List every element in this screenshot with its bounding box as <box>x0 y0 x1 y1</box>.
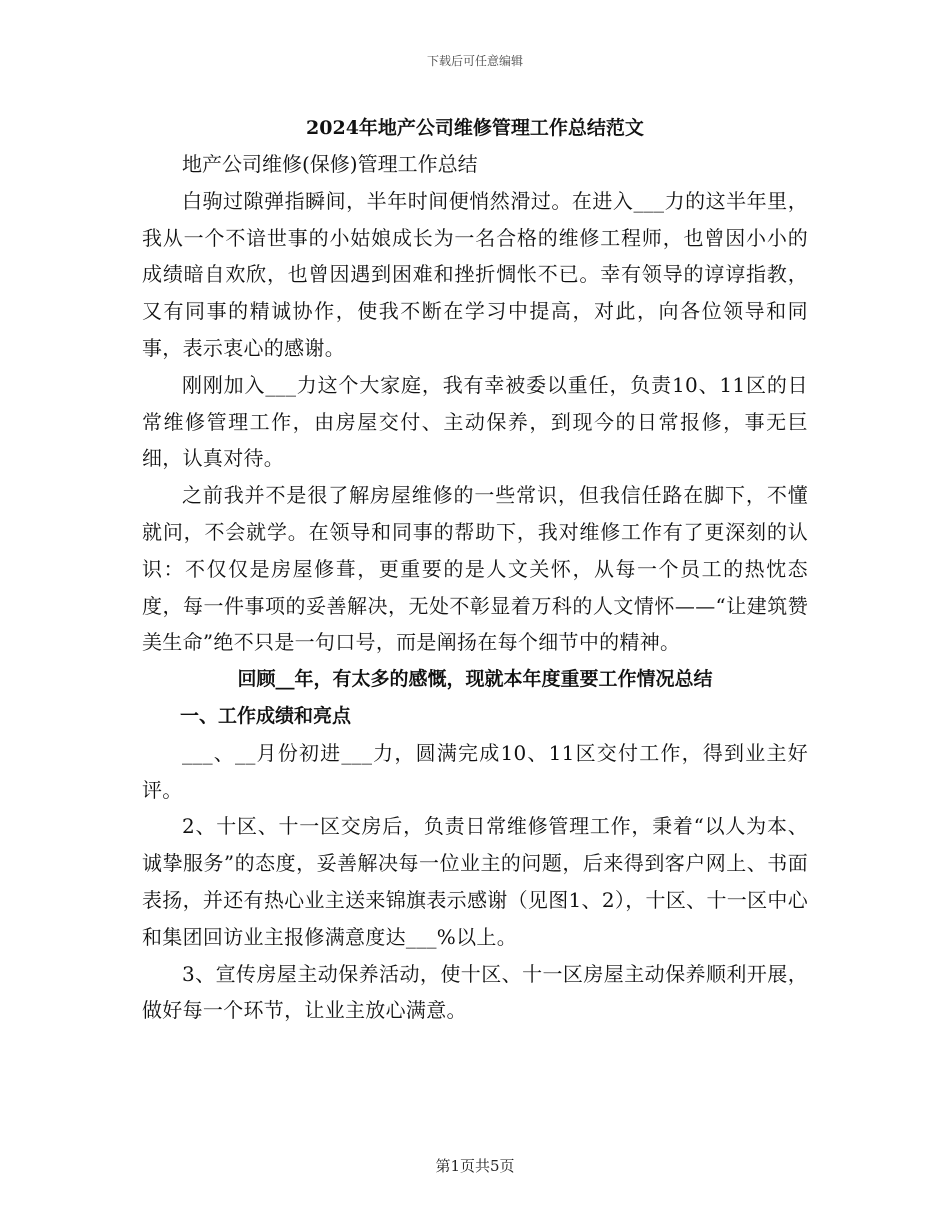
list-item: ___、__月份初进___力，圆满完成10、11区交付工作，得到业主好评。 <box>142 740 808 802</box>
document-title: 2024年地产公司维修管理工作总结范文 <box>306 117 644 139</box>
list-item: 2、十区、十一区交房后，负责日常维修管理工作，秉着“以人为本、诚挚服务”的态度，妥善解决每一位业主的问题，后来得到客户网上、书面表扬，并还有热心业主送来锦旗表示感谢（见图1、2），十区、十一区中心和集团回访业主报修满意度达___%以上。 <box>142 814 808 949</box>
document-subtitle: 地产公司维修(保修)管理工作总结 <box>182 152 478 176</box>
paragraph-learning: 之前我并不是很了解房屋维修的一些常识，但我信任路在脚下，不懂就问，不会就学。在领导和同事的帮助下，我对维修工作有了更深刻的认识：不仅仅是房屋修葺，更重要的是人文关怀，从每一个员工的热忱态度，每一件事项的妥善解决，无处不彰显着万科的人文情怀——“让建筑赞美生命”绝不只是一句口号，而是阐扬在每个细节中的精神。 <box>142 483 808 655</box>
paragraph-intro: 白驹过隙弹指瞬间，半年时间便悄然滑过。在进入___力的这半年里，我从一个不谙世事的小姑娘成长为一名合格的维修工程师，也曾因小小的成绩暗自欢欣，也曾因遇到困难和挫折惆怅不已。幸有领导的谆谆指教，又有同事的精诚协作，使我不断在学习中提高，对此，向各位领导和同事，表示衷心的感谢。 <box>142 188 808 360</box>
section-one-heading: 一、工作成绩和亮点 <box>180 704 352 727</box>
page-footer-number: 第1页共5页 <box>435 1157 515 1175</box>
page-header-note: 下载后可任意编辑 <box>426 54 523 68</box>
section-review-heading: 回顾__年，有太多的感慨，现就本年度重要工作情况总结 <box>237 668 713 691</box>
paragraph-joining: 刚刚加入___力这个大家庭，我有幸被委以重任，负责10、11区的日常维修管理工作，由房屋交付、主动保养，到现今的日常报修，事无巨细，认真对待。 <box>142 372 808 471</box>
document-body <box>142 112 808 1029</box>
list-item: 3、宣传房屋主动保养活动，使十区、十一区房屋主动保养顺利开展，做好每一个环节，让业主放心满意。 <box>142 961 808 1023</box>
